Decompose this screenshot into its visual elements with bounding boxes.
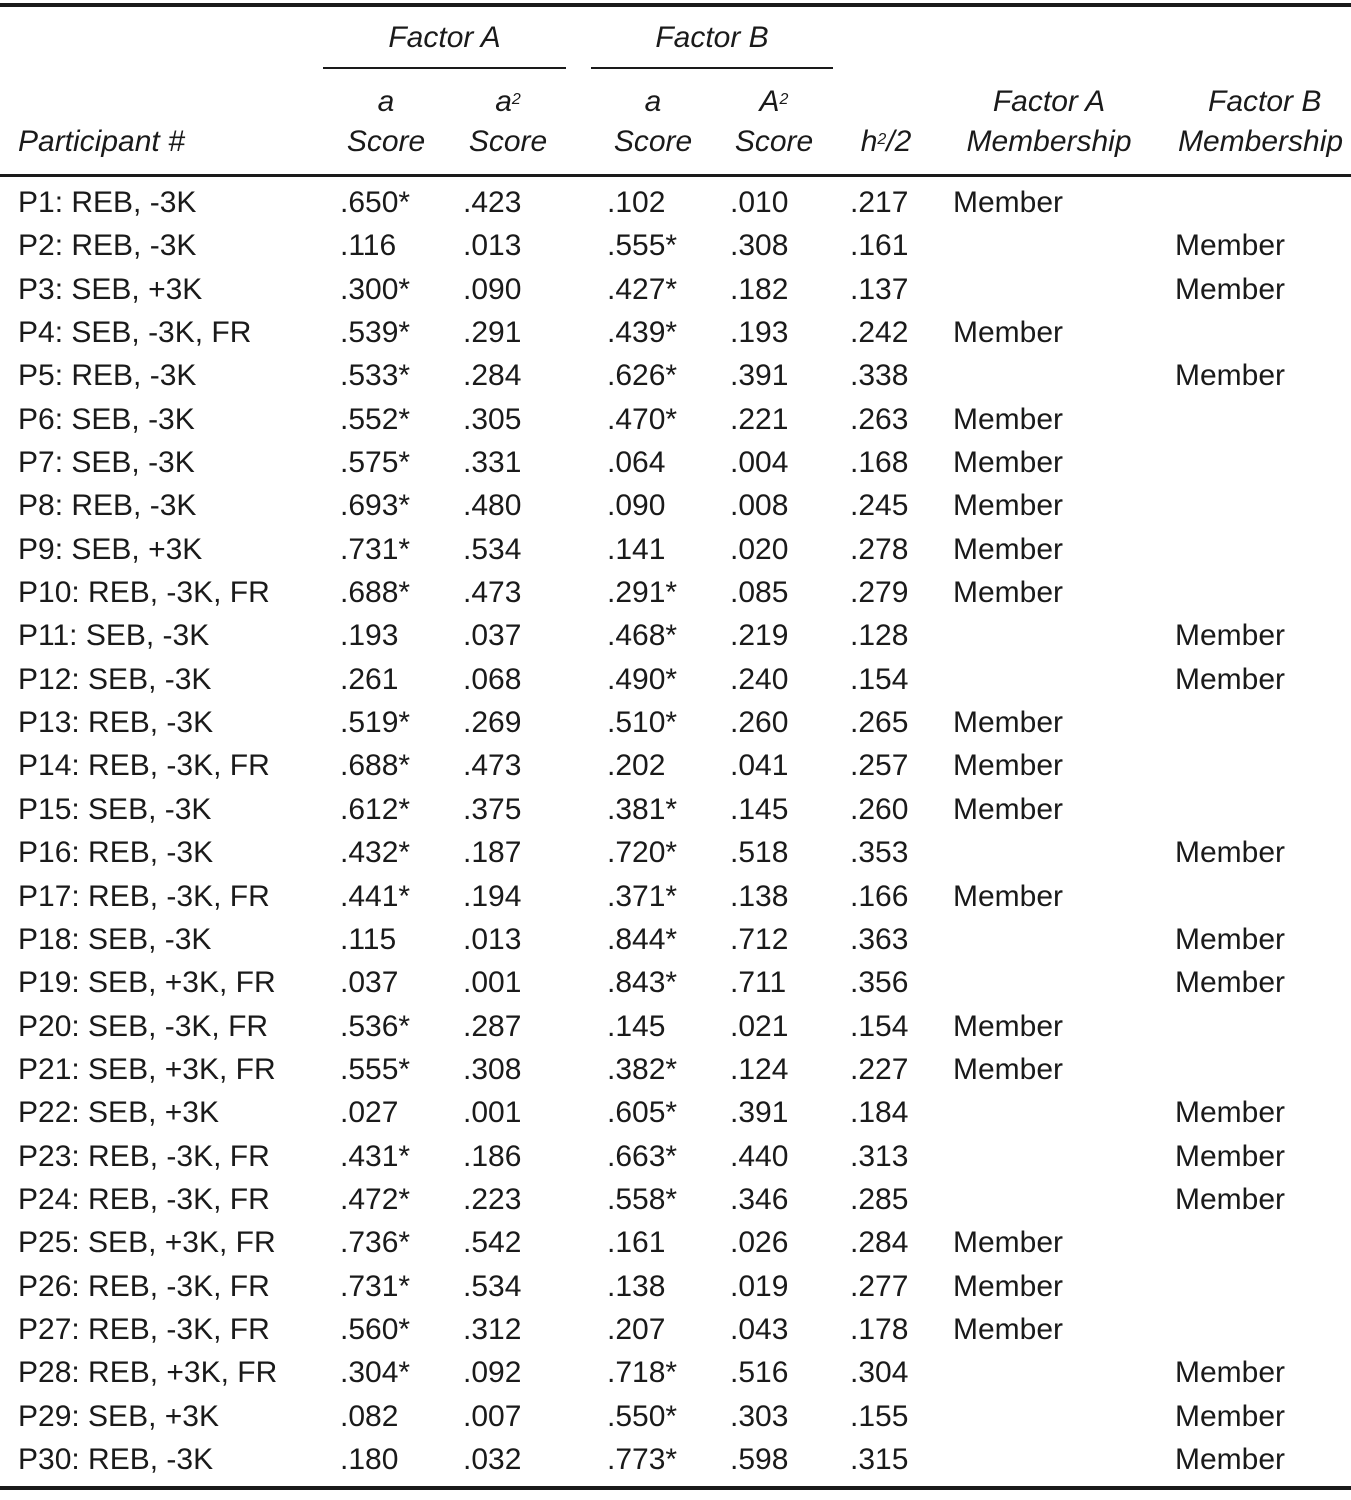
header-fb-A2-top	[718, 82, 830, 122]
cell-fa-a-score: .519*	[340, 706, 411, 740]
table-row	[0, 920, 1351, 963]
cell-fa-a2-score: .068	[463, 662, 522, 696]
cell-h2: .137	[850, 272, 909, 306]
cell-participant: P11: SEB, -3K	[18, 619, 210, 653]
cell-h2: .263	[850, 402, 909, 436]
cell-fa-membership: Member	[953, 446, 1064, 480]
header-fa-a2-bottom: Score	[468, 125, 548, 158]
cell-fa-membership: Member	[953, 532, 1064, 566]
cell-fb-A2-score: .019	[730, 1269, 789, 1303]
cell-fa-a-score: .472*	[340, 1182, 411, 1216]
header-fa-membership-bottom: Membership	[966, 125, 1132, 158]
cell-fa-membership: Member	[953, 706, 1064, 740]
group-header-factor-b: Factor B	[655, 21, 769, 54]
cell-fb-A2-score: .010	[730, 186, 789, 219]
cell-participant: P17: REB, -3K, FR	[18, 879, 270, 913]
table-row	[0, 660, 1351, 703]
cell-fa-a2-score: .007	[463, 1399, 522, 1433]
cell-fb-membership: Member	[1175, 1356, 1286, 1390]
cell-fb-a-score: .381*	[607, 792, 678, 826]
cell-fb-a-score: .064	[607, 446, 666, 480]
cell-fb-a-score: .843*	[607, 966, 678, 1000]
cell-fb-A2-score: .182	[730, 272, 789, 306]
cell-fa-a2-score: .331	[463, 446, 522, 480]
cell-fa-a2-score: .480	[463, 489, 522, 523]
cell-h2: .154	[850, 662, 909, 696]
cell-fa-a2-score: .287	[463, 1009, 522, 1043]
table-row	[0, 877, 1351, 920]
group-rule-factor-b	[591, 67, 833, 69]
cell-fb-a-score: .605*	[607, 1096, 678, 1130]
cell-fa-a2-score: .423	[463, 186, 522, 219]
cell-fa-a2-score: .305	[463, 402, 522, 436]
cell-fb-a-score: .558*	[607, 1182, 678, 1216]
cell-participant: P18: SEB, -3K	[18, 922, 212, 956]
table-row	[0, 486, 1351, 529]
header-h2-sup: 2	[877, 131, 887, 148]
cell-fa-a-score: .612*	[340, 792, 411, 826]
cell-fa-a2-score: .013	[463, 229, 522, 263]
cell-fb-A2-score: .004	[730, 446, 789, 480]
cell-fb-A2-score: .138	[730, 879, 789, 913]
header-fb-A2-bottom: Score	[734, 125, 814, 158]
cell-h2: .217	[850, 186, 909, 219]
cell-fb-A2-score: .020	[730, 532, 789, 566]
cell-fb-A2-score: .008	[730, 489, 789, 523]
header-fb-membership-bottom: Membership	[1178, 125, 1344, 158]
cell-fb-A2-score: .145	[730, 792, 789, 826]
cell-fa-a-score: .304*	[340, 1356, 411, 1390]
cell-fb-membership: Member	[1175, 1182, 1286, 1216]
cell-fa-a2-score: .312	[463, 1312, 522, 1346]
table-row	[0, 1397, 1351, 1440]
table-row	[0, 1093, 1351, 1136]
cell-participant: P1: REB, -3K	[18, 186, 197, 219]
cell-h2: .278	[850, 532, 909, 566]
cell-fa-a2-score: .473	[463, 576, 522, 610]
cell-fb-membership: Member	[1175, 966, 1286, 1000]
cell-h2: .315	[850, 1442, 909, 1476]
cell-fb-A2-score: .598	[730, 1442, 789, 1476]
cell-fb-A2-score: .391	[730, 1096, 789, 1130]
table-row	[0, 1310, 1351, 1353]
cell-fa-a-score: .115	[340, 922, 397, 956]
header-fa-a2-letter: a	[495, 85, 512, 118]
cell-fa-a2-score: .534	[463, 1269, 522, 1303]
cell-fb-a-score: .718*	[607, 1356, 678, 1390]
cell-fb-membership: Member	[1175, 359, 1286, 393]
header-fa-a2-sup: 2	[511, 91, 521, 108]
cell-fa-a-score: .533*	[340, 359, 411, 393]
cell-participant: P15: SEB, -3K	[18, 792, 212, 826]
cell-fa-a-score: .432*	[340, 836, 411, 870]
cell-fa-a-score: .688*	[340, 576, 411, 610]
cell-fb-membership: Member	[1175, 836, 1286, 870]
cell-h2: .178	[850, 1312, 909, 1346]
cell-participant: P4: SEB, -3K, FR	[18, 316, 252, 350]
cell-participant: P14: REB, -3K, FR	[18, 749, 270, 783]
cell-fa-a-score: .027	[340, 1096, 399, 1130]
cell-fb-a-score: .470*	[607, 402, 678, 436]
cell-fb-a-score: .550*	[607, 1399, 678, 1433]
table-row	[0, 573, 1351, 616]
cell-fb-a-score: .202	[607, 749, 666, 783]
group-header-factor-a: Factor A	[388, 21, 501, 54]
cell-fa-a2-score: .542	[463, 1226, 522, 1260]
table-body	[0, 183, 1351, 1483]
cell-participant: P8: REB, -3K	[18, 489, 197, 523]
cell-fa-membership: Member	[953, 1312, 1064, 1346]
cell-h2: .356	[850, 966, 909, 1000]
cell-fa-membership: Member	[953, 489, 1064, 523]
cell-fa-membership: Member	[953, 879, 1064, 913]
cell-participant: P9: SEB, +3K	[18, 532, 203, 566]
cell-h2: .279	[850, 576, 909, 610]
cell-h2: .161	[850, 229, 909, 263]
cell-fb-A2-score: .518	[730, 836, 789, 870]
cell-fa-a2-score: .032	[463, 1442, 522, 1476]
cell-fb-a-score: .510*	[607, 706, 678, 740]
cell-h2: .363	[850, 922, 909, 956]
cell-participant: P12: SEB, -3K	[18, 662, 212, 696]
header-fb-A2-sup: 2	[779, 91, 789, 108]
cell-h2: .257	[850, 749, 909, 783]
cell-participant: P19: SEB, +3K, FR	[18, 966, 276, 1000]
cell-fb-A2-score: .021	[730, 1009, 789, 1043]
header-fb-A2-letter: A	[759, 85, 780, 118]
group-rule-factor-a	[323, 67, 566, 69]
cell-fb-a-score: .090	[607, 489, 666, 523]
header-h2-rest: /2	[886, 125, 912, 158]
cell-h2: .277	[850, 1269, 909, 1303]
cell-participant: P26: REB, -3K, FR	[18, 1269, 270, 1303]
cell-h2: .285	[850, 1182, 909, 1216]
cell-fa-a-score: .736*	[340, 1226, 411, 1260]
table-row	[0, 746, 1351, 789]
cell-fb-a-score: .427*	[607, 272, 678, 306]
cell-fb-A2-score: .041	[730, 749, 789, 783]
cell-fa-a-score: .555*	[340, 1052, 411, 1086]
table-row	[0, 226, 1351, 269]
cell-h2: .155	[850, 1399, 909, 1433]
cell-fa-a2-score: .194	[463, 879, 522, 913]
cell-fb-A2-score: .026	[730, 1226, 789, 1260]
cell-fb-a-score: .773*	[607, 1442, 678, 1476]
table-row	[0, 1223, 1351, 1266]
table-row	[0, 400, 1351, 443]
cell-fb-a-score: .490*	[607, 662, 678, 696]
cell-fa-a-score: .536*	[340, 1009, 411, 1043]
cell-participant: P2: REB, -3K	[18, 229, 197, 263]
cell-participant: P25: SEB, +3K, FR	[18, 1226, 276, 1260]
cell-h2: .166	[850, 879, 909, 913]
cell-participant: P5: REB, -3K	[18, 359, 197, 393]
cell-fa-a-score: .300*	[340, 272, 411, 306]
cell-fb-A2-score: .221	[730, 402, 789, 436]
cell-fb-a-score: .439*	[607, 316, 678, 350]
cell-fb-A2-score: .260	[730, 706, 789, 740]
cell-fa-a-score: .539*	[340, 316, 411, 350]
cell-fa-a2-score: .291	[463, 316, 522, 350]
cell-fa-membership: Member	[953, 1009, 1064, 1043]
table-row	[0, 443, 1351, 486]
cell-fb-membership: Member	[1175, 1096, 1286, 1130]
cell-fb-A2-score: .346	[730, 1182, 789, 1216]
cell-fb-a-score: .844*	[607, 922, 678, 956]
cell-fa-membership: Member	[953, 1226, 1064, 1260]
cell-fb-a-score: .102	[607, 186, 666, 219]
cell-fb-a-score: .291*	[607, 576, 678, 610]
header-fa-a2-top	[452, 82, 564, 122]
cell-fa-membership: Member	[953, 186, 1064, 219]
cell-fa-a2-score: .284	[463, 359, 522, 393]
cell-fa-membership: Member	[953, 1269, 1064, 1303]
cell-participant: P24: REB, -3K, FR	[18, 1182, 270, 1216]
cell-fb-a-score: .145	[607, 1009, 666, 1043]
header-fb-membership-top-text: Factor B	[1208, 85, 1322, 118]
cell-h2: .242	[850, 316, 909, 350]
cell-participant: P27: REB, -3K, FR	[18, 1312, 270, 1346]
cell-fa-a-score: .180	[340, 1442, 399, 1476]
cell-fb-a-score: .161	[607, 1226, 666, 1260]
cell-fb-a-score: .663*	[607, 1139, 678, 1173]
cell-fb-A2-score: .711	[730, 966, 787, 1000]
cell-fa-a2-score: .001	[463, 966, 522, 1000]
table-row	[0, 1137, 1351, 1180]
cell-h2: .154	[850, 1009, 909, 1043]
cell-fa-membership: Member	[953, 1052, 1064, 1086]
cell-fa-a-score: .575*	[340, 446, 411, 480]
cell-fa-a2-score: .090	[463, 272, 522, 306]
cell-fa-a2-score: .037	[463, 619, 522, 653]
cell-fb-A2-score: .240	[730, 662, 789, 696]
header-fa-a-bottom: Score	[346, 125, 426, 158]
cell-h2: .245	[850, 489, 909, 523]
cell-fa-membership: Member	[953, 402, 1064, 436]
cell-fa-membership: Member	[953, 576, 1064, 610]
cell-fa-membership: Member	[953, 316, 1064, 350]
cell-fb-a-score: .382*	[607, 1052, 678, 1086]
cell-participant: P10: REB, -3K, FR	[18, 576, 270, 610]
table-row	[0, 1180, 1351, 1223]
cell-participant: P23: REB, -3K, FR	[18, 1139, 270, 1173]
cell-fa-a2-score: .269	[463, 706, 522, 740]
cell-fa-a2-score: .473	[463, 749, 522, 783]
cell-fb-A2-score: .391	[730, 359, 789, 393]
cell-fb-a-score: .207	[607, 1312, 666, 1346]
cell-fb-a-score: .555*	[607, 229, 678, 263]
table-bottom-rule	[0, 1486, 1351, 1490]
cell-fb-A2-score: .219	[730, 619, 789, 653]
cell-fb-A2-score: .516	[730, 1356, 789, 1390]
table-row	[0, 790, 1351, 833]
cell-h2: .338	[850, 359, 909, 393]
cell-fb-membership: Member	[1175, 619, 1286, 653]
cell-h2: .353	[850, 836, 909, 870]
cell-fa-a-score: .693*	[340, 489, 411, 523]
cell-fb-A2-score: .308	[730, 229, 789, 263]
cell-participant: P6: SEB, -3K	[18, 402, 195, 436]
table-row	[0, 1267, 1351, 1310]
cell-fa-a-score: .560*	[340, 1312, 411, 1346]
cell-fa-a2-score: .186	[463, 1139, 522, 1173]
cell-fb-A2-score: .043	[730, 1312, 789, 1346]
cell-fa-a2-score: .308	[463, 1052, 522, 1086]
cell-fb-A2-score: .440	[730, 1139, 789, 1173]
cell-fb-a-score: .720*	[607, 836, 678, 870]
cell-fb-a-score: .468*	[607, 619, 678, 653]
cell-fb-A2-score: .193	[730, 316, 789, 350]
cell-fb-membership: Member	[1175, 229, 1286, 263]
cell-participant: P21: SEB, +3K, FR	[18, 1052, 276, 1086]
cell-fb-membership: Member	[1175, 1442, 1286, 1476]
table-row	[0, 963, 1351, 1006]
header-h2	[848, 122, 924, 162]
cell-fb-A2-score: .085	[730, 576, 789, 610]
header-fa-membership-top: Factor A	[992, 85, 1106, 118]
table-row	[0, 616, 1351, 659]
cell-fb-membership: Member	[1175, 662, 1286, 696]
header-fa-a-top: a	[377, 85, 395, 118]
cell-fa-a-score: .431*	[340, 1139, 411, 1173]
cell-fb-A2-score: .124	[730, 1052, 789, 1086]
cell-h2: .184	[850, 1096, 909, 1130]
cell-fa-a2-score: .187	[463, 836, 522, 870]
cell-h2: .304	[850, 1356, 909, 1390]
table-row	[0, 356, 1351, 399]
cell-h2: .168	[850, 446, 909, 480]
cell-fa-membership: Member	[953, 792, 1064, 826]
cell-fb-a-score: .626*	[607, 359, 678, 393]
cell-fa-a-score: .688*	[340, 749, 411, 783]
cell-fb-membership: Member	[1175, 1139, 1286, 1173]
table-row	[0, 1050, 1351, 1093]
cell-h2: .260	[850, 792, 909, 826]
cell-fa-a-score: .193	[340, 619, 399, 653]
cell-h2: .313	[850, 1139, 909, 1173]
cell-participant: P29: SEB, +3K	[18, 1399, 219, 1433]
cell-fa-a2-score: .375	[463, 792, 522, 826]
header-fb-membership-top	[1178, 82, 1351, 122]
cell-fb-membership: Member	[1175, 1399, 1286, 1433]
cell-participant: P7: SEB, -3K	[18, 446, 195, 480]
header-participant: Participant #	[18, 125, 185, 158]
header-h2-letter: h	[860, 125, 878, 158]
table-row	[0, 183, 1351, 226]
cell-participant: P3: SEB, +3K	[18, 272, 203, 306]
cell-participant: P13: REB, -3K	[18, 706, 214, 740]
table-row	[0, 1353, 1351, 1396]
cell-participant: P28: REB, +3K, FR	[18, 1356, 278, 1390]
cell-fa-a2-score: .223	[463, 1182, 522, 1216]
cell-participant: P16: REB, -3K	[18, 836, 214, 870]
table-row	[0, 703, 1351, 746]
cell-fa-a2-score: .001	[463, 1096, 522, 1130]
cell-fa-a-score: .441*	[340, 879, 411, 913]
table-row	[0, 530, 1351, 573]
table-row	[0, 313, 1351, 356]
cell-fa-membership: Member	[953, 749, 1064, 783]
cell-fa-a2-score: .092	[463, 1356, 522, 1390]
cell-h2: .227	[850, 1052, 909, 1086]
table-row	[0, 1007, 1351, 1050]
table-top-rule	[0, 3, 1351, 7]
cell-fb-A2-score: .303	[730, 1399, 789, 1433]
header-fb-a-top: a	[644, 85, 662, 118]
cell-participant: P22: SEB, +3K	[18, 1096, 219, 1130]
cell-fb-membership: Member	[1175, 272, 1286, 306]
cell-fa-a2-score: .013	[463, 922, 522, 956]
cell-h2: .265	[850, 706, 909, 740]
cell-fa-a-score: .552*	[340, 402, 411, 436]
cell-fa-a-score: .261	[340, 662, 399, 696]
cell-h2: .128	[850, 619, 909, 653]
cell-fb-membership: Member	[1175, 922, 1286, 956]
table-row	[0, 270, 1351, 313]
cell-fa-a-score: .037	[340, 966, 399, 1000]
cell-participant: P20: SEB, -3K, FR	[18, 1009, 269, 1043]
cell-fb-a-score: .141	[607, 532, 666, 566]
header-bottom-rule	[0, 174, 1351, 177]
table-row	[0, 1440, 1351, 1483]
cell-fb-a-score: .371*	[607, 879, 678, 913]
cell-h2: .284	[850, 1226, 909, 1260]
header-fb-a-bottom: Score	[613, 125, 693, 158]
cell-fa-a2-score: .534	[463, 532, 522, 566]
cell-fa-a-score: .731*	[340, 532, 411, 566]
cell-fa-a-score: .731*	[340, 1269, 411, 1303]
cell-participant: P30: REB, -3K	[18, 1442, 214, 1476]
table-row	[0, 833, 1351, 876]
cell-fb-a-score: .138	[607, 1269, 666, 1303]
cell-fa-a-score: .082	[340, 1399, 399, 1433]
cell-fa-a-score: .650*	[340, 186, 411, 219]
cell-fb-A2-score: .712	[730, 922, 789, 956]
cell-fa-a-score: .116	[340, 229, 397, 263]
